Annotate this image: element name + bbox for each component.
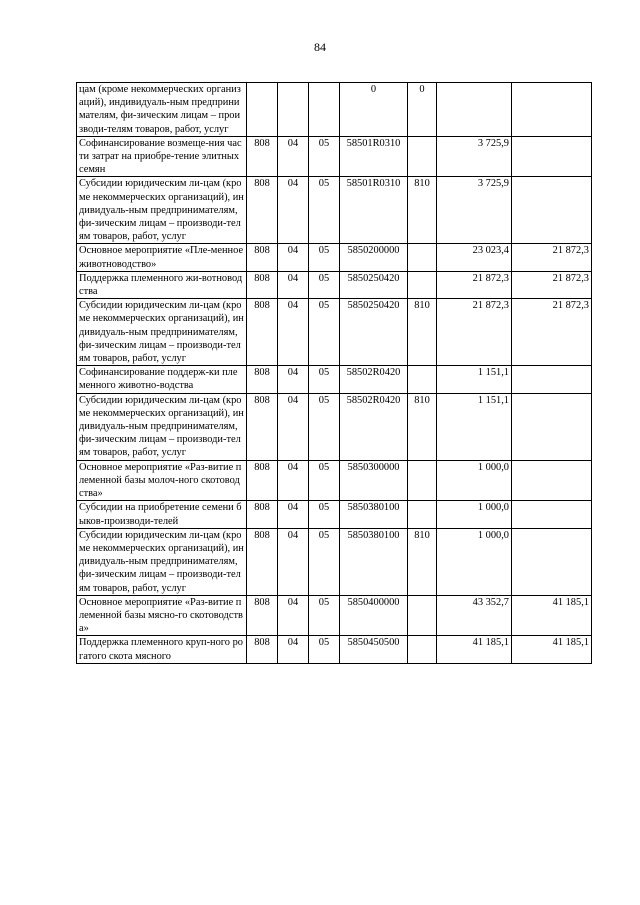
table-row [77,177,592,244]
sum-total: 1 000,0 [437,460,512,501]
grbs-code [247,83,278,137]
sum-subsidy [512,501,592,528]
section-code: 04 [278,460,309,501]
expense-type-code: 810 [408,177,437,244]
grbs-code: 808 [247,244,278,271]
grbs-code: 808 [247,460,278,501]
subsection-code: 05 [309,595,340,636]
table-row [77,271,592,298]
table-row [77,501,592,528]
sum-total: 21 872,3 [437,271,512,298]
sum-subsidy [512,528,592,595]
target-article-code: 0 [340,83,408,137]
section-code: 04 [278,299,309,366]
target-article-code: 5850400000 [340,595,408,636]
subsection-code: 05 [309,271,340,298]
subsection-code: 05 [309,136,340,177]
section-code: 04 [278,136,309,177]
expense-type-code [408,136,437,177]
sum-total: 1 151,1 [437,366,512,393]
table-row [77,595,592,636]
grbs-code: 808 [247,136,278,177]
table-row [77,244,592,271]
section-code: 04 [278,177,309,244]
expense-type-code [408,595,437,636]
sum-subsidy: 41 185,1 [512,636,592,663]
subsection-code: 05 [309,393,340,460]
target-article-code: 5850250420 [340,271,408,298]
row-name: Софинансирование возмеще-ния части затрат на приобре-тение элитных семян [77,136,247,177]
section-code: 04 [278,528,309,595]
sum-total: 1 000,0 [437,501,512,528]
sum-total: 23 023,4 [437,244,512,271]
expense-type-code [408,271,437,298]
table-row [77,460,592,501]
sum-subsidy: 21 872,3 [512,299,592,366]
row-name: Субсидии юридическим ли-цам (кроме некоммерческих организаций), индивидуаль-ным предпринимателям, фи-зическим лицам – производи-телям товаров, работ, услуг [77,299,247,366]
section-code: 04 [278,393,309,460]
row-name: Основное мероприятие «Пле-менное животноводство» [77,244,247,271]
sum-total: 43 352,7 [437,595,512,636]
section-code [278,83,309,137]
grbs-code: 808 [247,177,278,244]
subsection-code: 05 [309,528,340,595]
grbs-code: 808 [247,271,278,298]
expense-type-code [408,636,437,663]
row-name: Субсидии юридическим ли-цам (кроме некоммерческих организаций), индивидуаль-ным предпринимателям, фи-зическим лицам – производи-телям товаров, работ, услуг [77,528,247,595]
subsection-code: 05 [309,460,340,501]
row-name: Софинансирование поддерж-ки племенного животно-водства [77,366,247,393]
target-article-code: 5850380100 [340,528,408,595]
table-row [77,393,592,460]
row-name: Основное мероприятие «Раз-витие племенной базы мясно-го скотоводства» [77,595,247,636]
subsection-code [309,83,340,137]
sum-total: 3 725,9 [437,177,512,244]
sum-subsidy [512,393,592,460]
sum-subsidy [512,83,592,137]
target-article-code: 58501R0310 [340,177,408,244]
grbs-code: 808 [247,595,278,636]
sum-subsidy: 21 872,3 [512,271,592,298]
section-code: 04 [278,244,309,271]
target-article-code: 58502R0420 [340,366,408,393]
subsection-code: 05 [309,501,340,528]
row-name: цам (кроме некоммерческих организаций), индивидуаль-ным предпринимателям, фи-зическим лицам – производи-телям товаров, работ, услуг [77,83,247,137]
row-name: Субсидии на приобретение семени быков-производи-телей [77,501,247,528]
expense-type-code: 810 [408,299,437,366]
sum-total [437,83,512,137]
row-name: Субсидии юридическим ли-цам (кроме некоммерческих организаций), индивидуаль-ным предпринимателям, фи-зическим лицам – производи-телям товаров, работ, услуг [77,393,247,460]
sum-total: 21 872,3 [437,299,512,366]
section-code: 04 [278,595,309,636]
target-article-code: 58502R0420 [340,393,408,460]
target-article-code: 5850380100 [340,501,408,528]
sum-total: 1 151,1 [437,393,512,460]
target-article-code: 5850200000 [340,244,408,271]
grbs-code: 808 [247,501,278,528]
sum-total: 3 725,9 [437,136,512,177]
expense-type-code [408,460,437,501]
grbs-code: 808 [247,636,278,663]
sum-total: 41 185,1 [437,636,512,663]
row-name: Поддержка племенного круп-ного рогатого скота мясного [77,636,247,663]
target-article-code: 5850250420 [340,299,408,366]
sum-total: 1 000,0 [437,528,512,595]
row-name: Основное мероприятие «Раз-витие племенной базы молоч-ного скотоводства» [77,460,247,501]
expense-type-code: 810 [408,528,437,595]
grbs-code: 808 [247,528,278,595]
subsection-code: 05 [309,244,340,271]
expense-type-code [408,244,437,271]
sum-subsidy: 41 185,1 [512,595,592,636]
target-article-code: 5850300000 [340,460,408,501]
grbs-code: 808 [247,366,278,393]
page-number: 84 [314,40,326,54]
sum-subsidy [512,177,592,244]
row-name: Поддержка племенного жи-вотноводства [77,271,247,298]
subsection-code: 05 [309,177,340,244]
table-row [77,636,592,663]
expense-type-code: 810 [408,393,437,460]
section-code: 04 [278,271,309,298]
subsection-code: 05 [309,636,340,663]
target-article-code: 58501R0310 [340,136,408,177]
table-row [77,136,592,177]
expense-type-code [408,501,437,528]
expense-type-code [408,366,437,393]
budget-table [76,82,592,664]
subsection-code: 05 [309,366,340,393]
table-row [77,366,592,393]
grbs-code: 808 [247,393,278,460]
table-row [77,299,592,366]
section-code: 04 [278,636,309,663]
grbs-code: 808 [247,299,278,366]
expense-type-code: 0 [408,83,437,137]
table-row [77,528,592,595]
sum-subsidy: 21 872,3 [512,244,592,271]
row-name: Субсидии юридическим ли-цам (кроме некоммерческих организаций), индивидуаль-ным предпринимателям, фи-зическим лицам – производи-телям товаров, работ, услуг [77,177,247,244]
section-code: 04 [278,501,309,528]
target-article-code: 5850450500 [340,636,408,663]
subsection-code: 05 [309,299,340,366]
sum-subsidy [512,366,592,393]
table-row [77,83,592,137]
sum-subsidy [512,460,592,501]
section-code: 04 [278,366,309,393]
sum-subsidy [512,136,592,177]
